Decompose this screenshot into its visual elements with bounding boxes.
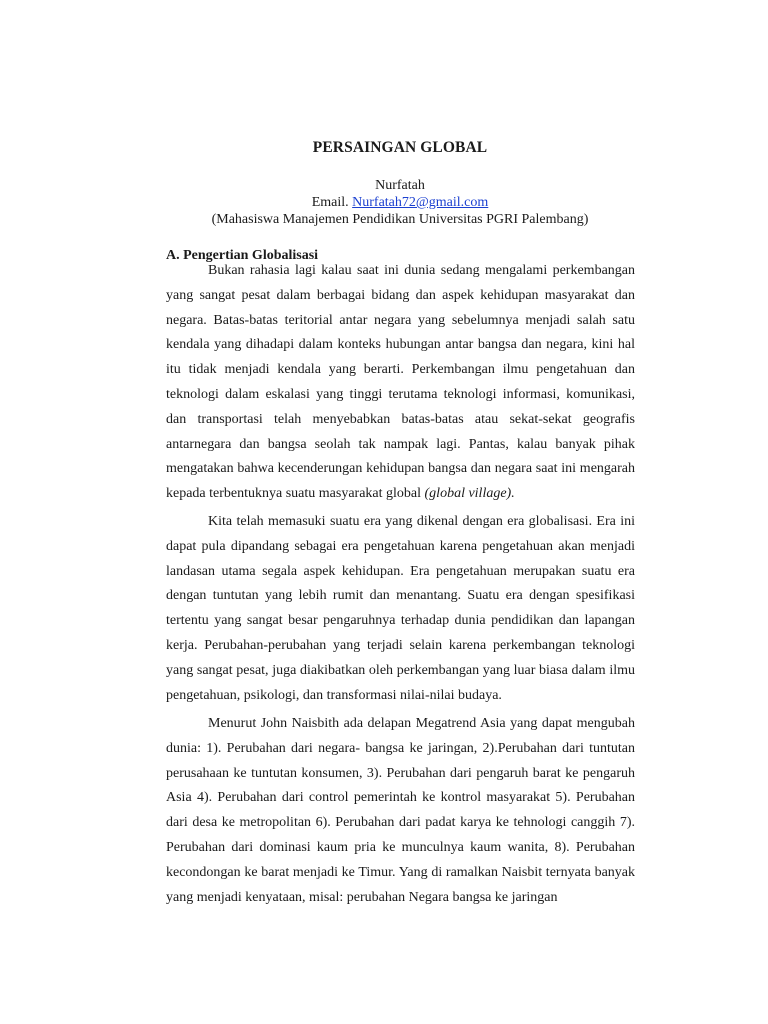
email-link[interactable]: Nurfatah72@gmail.com: [352, 195, 489, 210]
author-block: [0, 177, 768, 228]
document-title: PERSAINGAN GLOBAL: [312, 139, 488, 156]
paragraph-3-text: Menurut John Naisbith ada delapan Megatrend Asia yang dapat mengubah dunia: 1). Perubahan dari negara- bangsa ke jaringan, 2).Perubahan dari tuntutan perusahaan ke tuntutan konsumen, 3). Perubahan dari pengaruh barat ke pengaruh Asia 4). Perubahan dari control pemerintah ke kontrol masyarakat 5). Perubahan dari desa ke metropolitan 6). Perubahan dari padat karya ke tehnologi canggih 7). Perubahan dari dominasi kaum pria ke munculnya kaum wanita, 8). Perubahan kecondongan ke barat menjadi ke Timur. Yang di ramalkan Naisbit ternyata banyak yang menjadi kenyataan, misal: perubahan Negara bangsa ke jaringan: [166, 716, 635, 905]
paragraph-2: [166, 510, 635, 708]
paragraph-1-italic: (global village).: [424, 486, 515, 502]
email-line: [0, 194, 768, 211]
paragraph-1-text: Bukan rahasia lagi kalau saat ini dunia sedang mengalami perkembangan yang sangat pesat dalam berbagai bidang dan aspek kehidupan masyarakat dan negara. Batas-batas teritorial antar negara yang sebelumnya menjadi salah satu kendala yang dihadapi dalam konteks hubungan antar bangsa dan negara, kini hal itu tidak menjadi kendala yang berarti. Perkembangan ilmu pengetahuan dan teknologi dalam eskalasi yang tinggi terutama teknologi informasi, komunikasi, dan transportasi telah menyebabkan batas-batas atau sekat-sekat geografis antarnegara dan bangsa seolah tak nampak lagi. Pantas, kalau banyak pihak mengatakan bahwa kecenderungan kehidupan bangsa dan negara saat ini mengarah kepada terbentuknya suatu masyarakat global: [166, 263, 635, 502]
paragraph-3: [166, 712, 635, 910]
email-label: Email.: [311, 195, 353, 210]
paragraph-1: [166, 259, 635, 507]
author-name: Nurfatah: [375, 178, 425, 193]
paragraph-2-text: Kita telah memasuki suatu era yang dikenal dengan era globalisasi. Era ini dapat pula dipandang sebagai era pengetahuan karena pengetahuan akan menjadi landasan utama segala aspek kehidupan. Era pengetahuan merupakan suatu era dengan tuntutan yang lebih rumit dan menantang. Suatu era dengan spesifikasi tertentu yang sangat besar pengaruhnya terhadap dunia pendidikan dan lapangan kerja. Perubahan-perubahan yang terjadi selain karena perkembangan teknologi yang sangat pesat, juga diakibatkan oleh perkembangan yang luar biasa dalam ilmu pengetahuan, psikologi, dan transformasi nilai-nilai budaya.: [166, 514, 635, 703]
affiliation: (Mahasiswa Manajemen Pendidikan Universitas PGRI Palembang): [211, 212, 589, 227]
section-heading-a: A. Pengertian Globalisasi: [166, 248, 319, 263]
